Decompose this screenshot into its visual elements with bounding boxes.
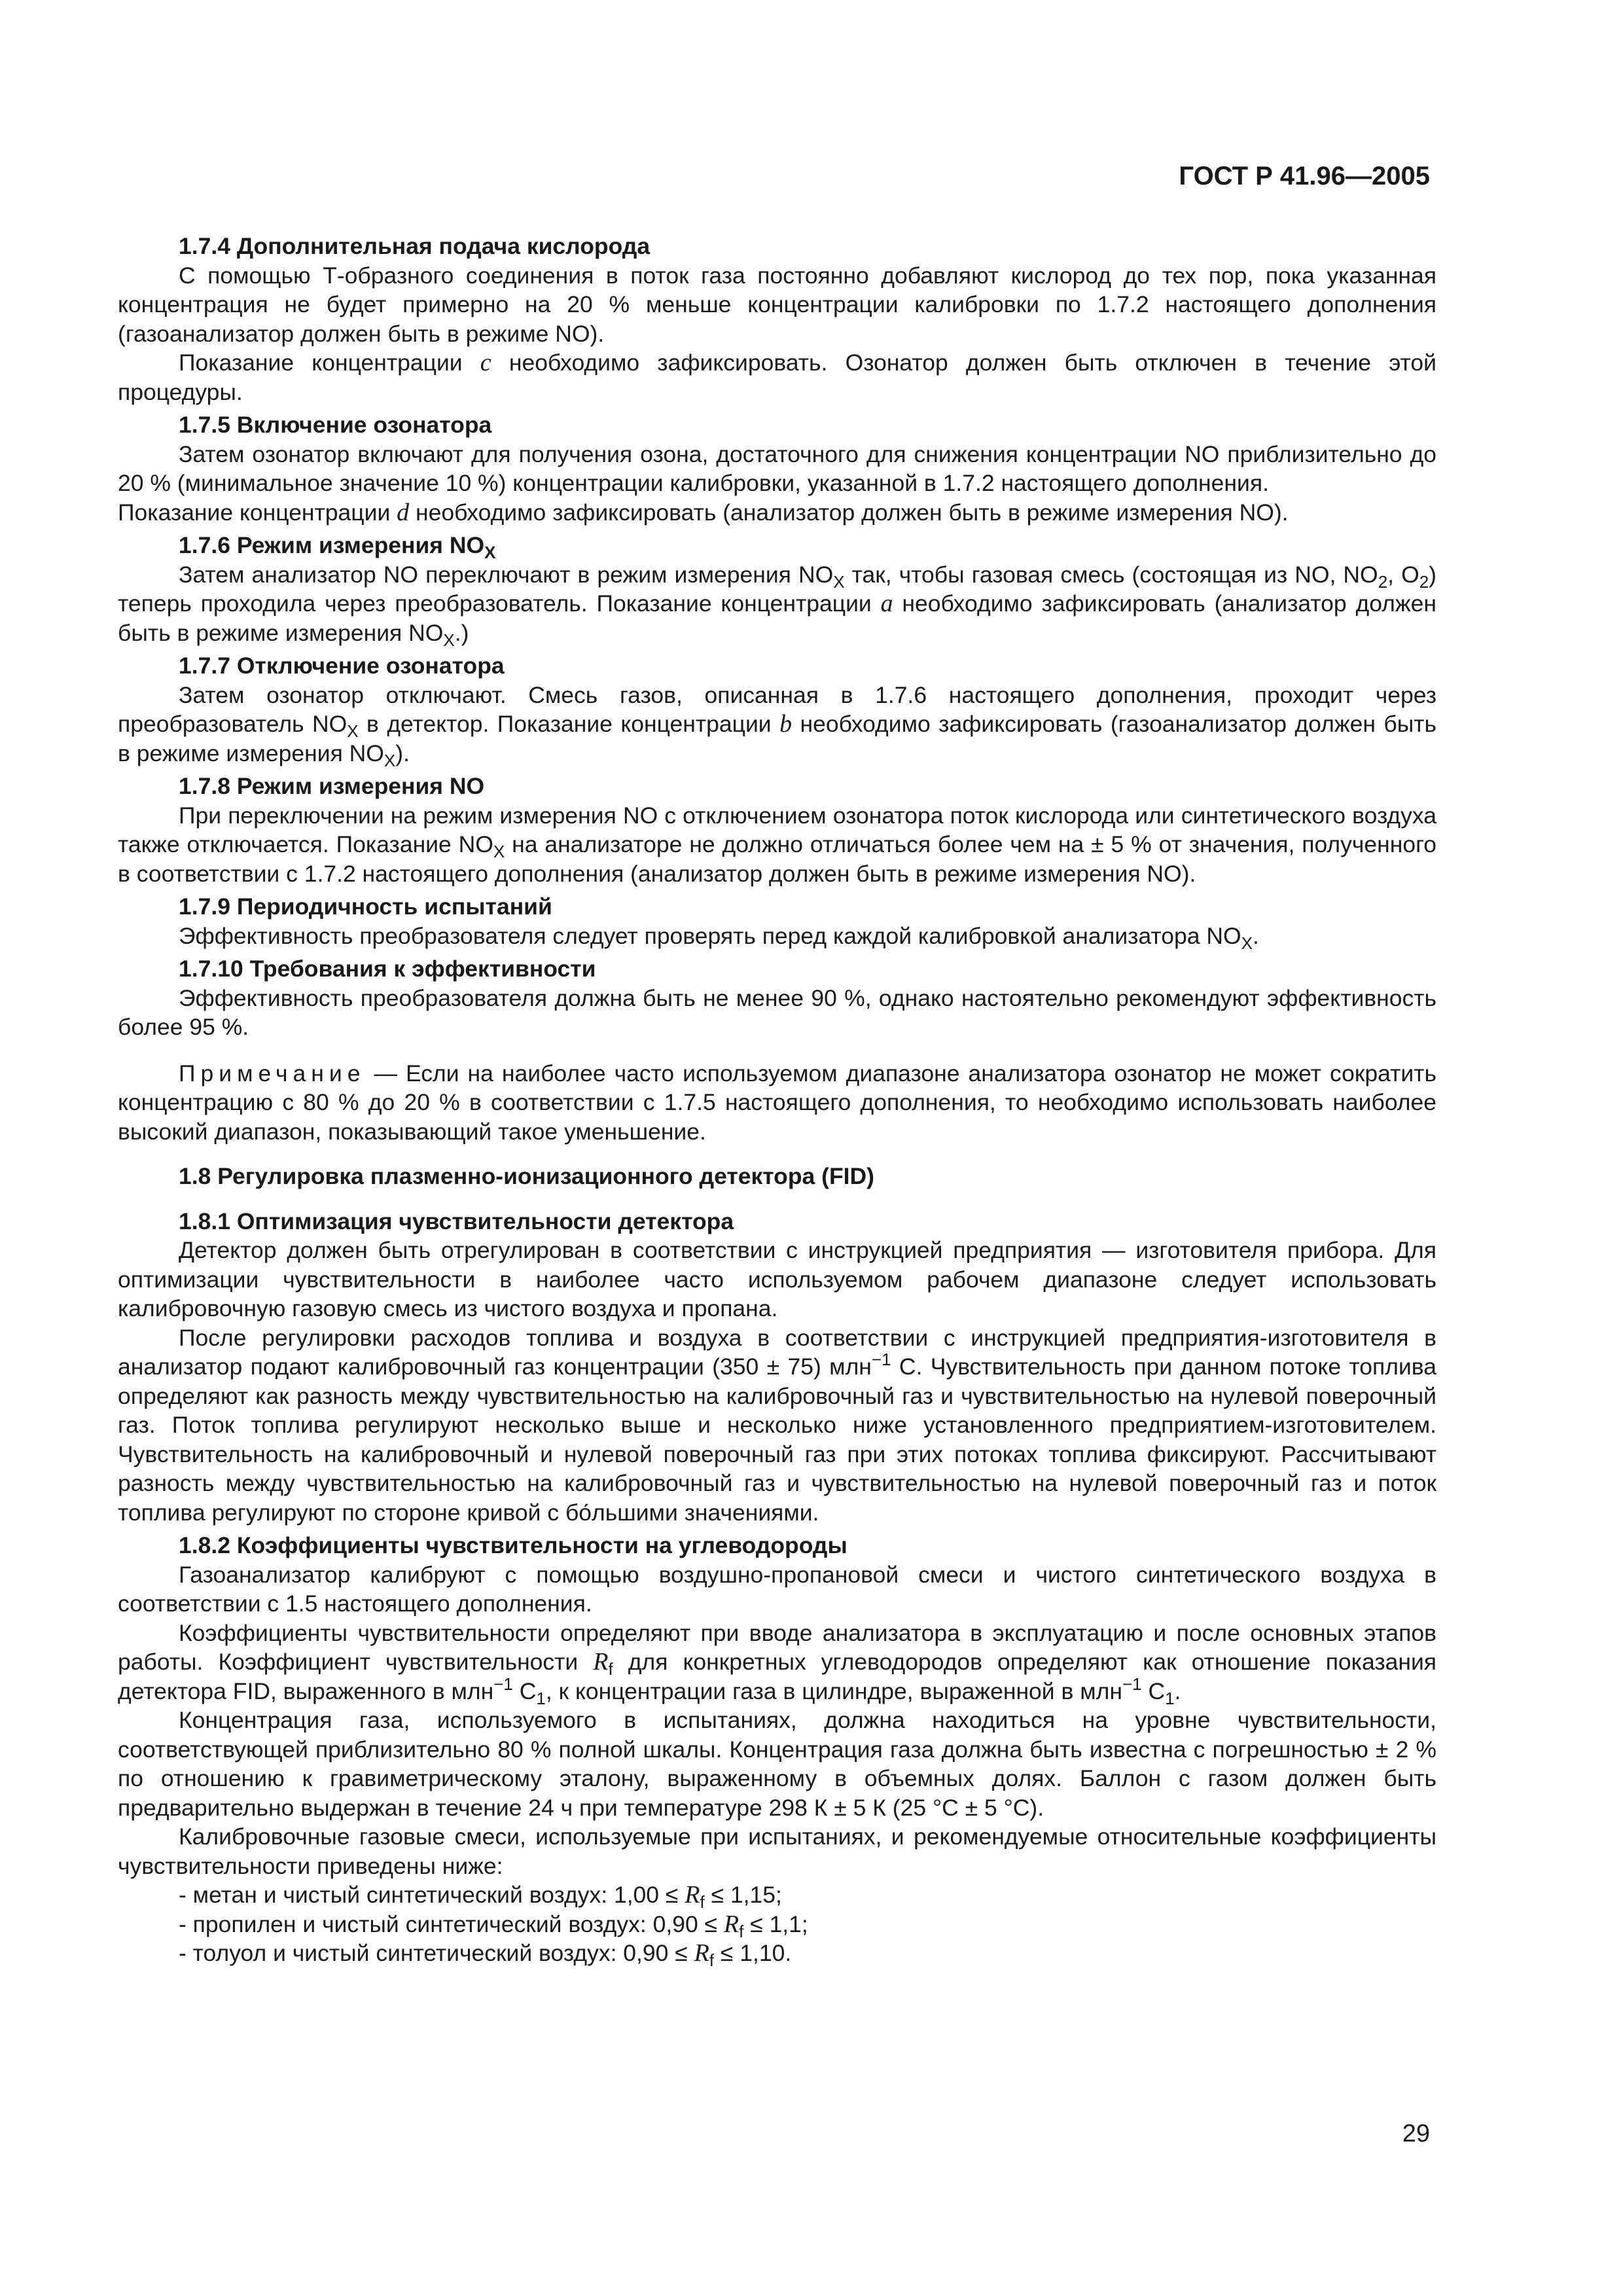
heading-1-7-9: 1.7.9 Периодичность испытаний bbox=[179, 893, 552, 920]
paragraph: Газоанализатор калибруют с помощью воздушно-пропановой смеси и чистого синтетического воздуха в соответствии с 1.5 настоящего дополнения. bbox=[118, 1561, 1436, 1617]
list-item: - метан и чистый синтетический воздух: $1,00 \le R_f \le 1,15$; bbox=[179, 1881, 782, 1912]
heading-1-7-8: 1.7.8 Режим измерения NO bbox=[179, 773, 485, 799]
note-label: Примечание bbox=[179, 1060, 366, 1086]
document-body bbox=[118, 228, 1436, 1968]
paragraph: После регулировки расходов топлива и воздуха в соответствии с инструкцией предприятия-изготовителя в анализатор подают калибровочный газ концентрации (350 ± 75) млн$^{-1}$ С. Чувствительность при данном потоке топлива определяют как разность между чувствительностью на калибровочный газ и чувствительностью на нулевой поверочный газ. Поток топлива регулируют несколько выше и несколько ниже установленного предприятием-изготовителем. Чувствительность на калибровочный и нулевой поверочный газ при этих потоках топлива фиксируют. Рассчитывают разность между чувствительностью на калибровочный газ и чувствительностью на нулевой поверочный газ и поток топлива регулируют по стороне кривой с бо́льшими значениями. bbox=[118, 1324, 1437, 1526]
paragraph: Калибровочные газовые смеси, используемые при испытаниях, и рекомендуемые относительные коэффициенты чувствительности приведены ниже: bbox=[118, 1823, 1436, 1879]
document-standard-id: ГОСТ Р 41.96—2005 bbox=[1179, 162, 1430, 190]
paragraph: Затем анализатор NO переключают в режим измерения $NO_X$ так, чтобы газовая смесь (состоящая из NO, $NO_2$, $O_2$) теперь проходила через преобразователь. Показание концентрации а необходимо зафиксировать (анализатор должен быть в режиме измерения $NO_X$.) bbox=[118, 561, 1436, 650]
heading-1-7-10: 1.7.10 Требования к эффективности bbox=[179, 956, 596, 982]
paragraph: Концентрация газа, используемого в испытаниях, должна находиться на уровне чувствительности, соответствующей приблизительно 80 % полной шкалы. Концентрация газа должна быть известна с погрешностью ± 2 % по отношению к гравиметрическому эталону, выраженному в объемных долях. Баллон с газом должен быть предварительно выдержан в течение 24 ч при температуре 298 К ± 5 К (25 °С ± 5 °С). bbox=[118, 1707, 1436, 1821]
paragraph: Затем озонатор отключают. Смесь газов, описанная в 1.7.6 настоящего дополнения, проходит через преобразователь $NO_X$ в детектор. Показание концентрации b необходимо зафиксировать (газоанализатор должен быть в режиме измерения $NO_X$). bbox=[118, 681, 1436, 770]
heading-1-7-7: 1.7.7 Отключение озонатора bbox=[179, 653, 505, 679]
note: Примечание — Если на наиболее часто используемом диапазоне анализатора озонатор не может сократить концентрацию с 80 % до 20 % в соответствии с 1.7.5 настоящего дополнения, то необходимо использовать наиболее высокий диапазон, показывающий такое уменьшение. bbox=[118, 1060, 1436, 1145]
paragraph: Показание концентрации с необходимо зафиксировать. Озонатор должен быть отключен в течение этой процедуры. bbox=[118, 349, 1436, 405]
paragraph: С помощью Т-образного соединения в поток газа постоянно добавляют кислород до тех пор, пока указанная концентрация не будет примерно на 20 % меньше концентрации калибровки по 1.7.2 настоящего дополнения (газоанализатор должен быть в режиме NO). bbox=[118, 262, 1436, 347]
heading-1-8-1: 1.8.1 Оптимизация чувствительности детектора bbox=[179, 1208, 734, 1234]
paragraph: Эффективность преобразователя должна быть не менее 90 %, однако настоятельно рекомендуют эффективность более 95 %. bbox=[118, 984, 1436, 1040]
paragraph: Затем озонатор включают для получения озона, достаточного для снижения концентрации NO приблизительно до 20 % (минимальное значение 10 %) концентрации калибровки, указанной в 1.7.2 настоящего дополнения. bbox=[118, 440, 1436, 496]
list-item: - пропилен и чистый синтетический воздух: $0,90 \le R_f \le 1,1$; bbox=[179, 1910, 808, 1941]
heading-1-7-5: 1.7.5 Включение озонатора bbox=[179, 412, 492, 438]
paragraph: При переключении на режим измерения NO с отключением озонатора поток кислорода или синтетического воздуха также отключается. Показание $NO_X$ на анализаторе не должно отличаться более чем на ± 5 % от значения, полученного в соответствии с 1.7.2 настоящего дополнения (анализатор должен быть в режиме измерения NO). bbox=[118, 802, 1436, 887]
heading-1-8: 1.8 Регулировка плазменно-ионизационного детектора (FID) bbox=[179, 1163, 874, 1189]
heading-1-7-4: 1.7.4 Дополнительная подача кислорода bbox=[179, 233, 651, 259]
heading-1-7-6: 1.7.6 Режим измерения $NO_X$ bbox=[179, 532, 496, 562]
list-item: - толуол и чистый синтетический воздух: $0,90 \le R_f \le 1,10$. bbox=[179, 1939, 792, 1970]
paragraph: Коэффициенты чувствительности определяют при вводе анализатора в эксплуатацию и после основных этапов работы. Коэффициент чувствительности $R_f$ для конкретных углеводородов определяют как отношение показания детектора FID, выраженного в млн$^{-1}$ $С_1$, к концентрации газа в цилиндре, выраженной в млн$^{-1}$ $С_1$. bbox=[118, 1619, 1436, 1708]
paragraph: Показание концентрации d необходимо зафиксировать (анализатор должен быть в режиме измерения NO). bbox=[118, 498, 1289, 526]
paragraph: Эффективность преобразователя следует проверять перед каждой калибровкой анализатора $NO_X$. bbox=[179, 922, 1259, 953]
paragraph: Детектор должен быть отрегулирован в соответствии с инструкцией предприятия — изготовителя прибора. Для оптимизации чувствительности в наиболее часто используемом рабочем диапазоне следует использовать калибровочную газовую смесь из чистого воздуха и пропана. bbox=[118, 1237, 1436, 1321]
page-number: 29 bbox=[1402, 2120, 1430, 2147]
heading-1-8-2: 1.8.2 Коэффициенты чувствительности на углеводороды bbox=[179, 1532, 847, 1558]
